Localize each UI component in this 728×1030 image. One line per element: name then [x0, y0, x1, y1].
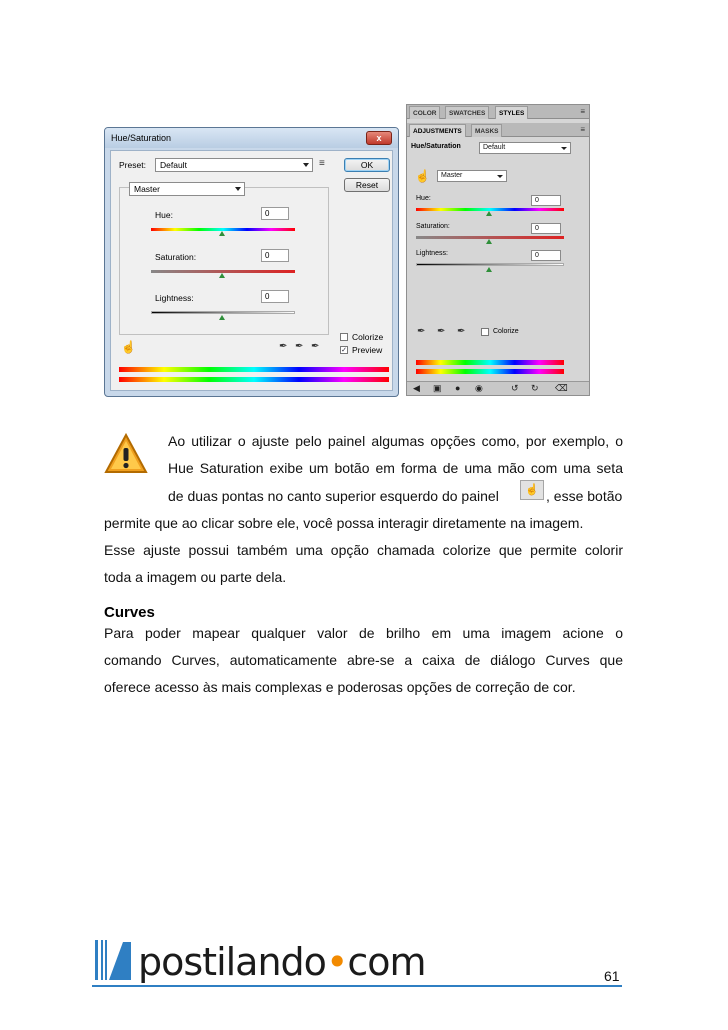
page-number: 61	[604, 968, 620, 984]
eyedropper-icon[interactable]: ✒	[417, 326, 426, 337]
paragraph-1-line-4: permite que ao clicar sobre ele, você possa interagir diretamente na imagem.	[104, 515, 584, 531]
eyedropper-minus-icon[interactable]: ✒	[457, 326, 466, 337]
reset-icon[interactable]: ↻	[531, 383, 539, 393]
panel-title: Hue/Saturation	[411, 143, 461, 150]
hue-slider-thumb[interactable]	[219, 231, 225, 236]
preview-label: Preview	[352, 345, 383, 355]
logo-mark	[95, 938, 135, 982]
panel-menu-icon[interactable]: ≡	[580, 125, 585, 134]
source-color-bar	[119, 367, 389, 372]
close-button[interactable]: x	[366, 131, 392, 145]
panel-tabs-second	[407, 123, 589, 137]
preview-checkbox[interactable]: ✓	[341, 347, 347, 354]
panel-footer	[407, 381, 589, 395]
saturation-slider-thumb[interactable]	[219, 273, 225, 278]
preset-label: Preset:	[119, 160, 146, 170]
eyedropper-minus-icon[interactable]: ✒	[311, 341, 320, 352]
chevron-down-icon	[497, 175, 503, 178]
panel-hue-thumb[interactable]	[486, 211, 492, 216]
paragraph-1-line-3b: , esse botão	[546, 488, 623, 504]
paragraph-3-line-3: oferece acesso às mais complexas e poderosas opções de correção de cor.	[104, 679, 576, 695]
eyedropper-icon[interactable]: ✒	[279, 341, 288, 352]
panel-preset-select[interactable]	[479, 142, 571, 154]
adjustments-panel	[406, 104, 590, 396]
panel-colorize-label: Colorize	[493, 328, 519, 335]
hand-adjust-icon[interactable]: ☝	[415, 169, 430, 183]
channel-select[interactable]	[129, 182, 245, 196]
dialog-body	[110, 150, 393, 391]
paragraph-1-line-3a: de duas pontas no canto superior esquerdo do painel	[168, 488, 499, 504]
chevron-down-icon	[303, 163, 309, 167]
panel-saturation-input[interactable]: 0	[531, 223, 561, 234]
panel-saturation-thumb[interactable]	[486, 239, 492, 244]
logo-dot: •	[325, 940, 348, 984]
lightness-label: Lightness:	[155, 293, 194, 303]
tab-adjustments[interactable]: ADJUSTMENTS	[409, 124, 466, 137]
footer-rule	[92, 985, 622, 987]
panel-lightness-label: Lightness:	[416, 250, 448, 257]
panel-preset-value: Default	[483, 144, 506, 151]
panel-menu-icon[interactable]: ≡	[580, 107, 585, 116]
panel-hue-input[interactable]: 0	[531, 195, 561, 206]
panel-source-bar	[416, 360, 564, 365]
saturation-input[interactable]: 0	[261, 249, 289, 262]
panel-result-bar	[416, 369, 564, 374]
panel-lightness-thumb[interactable]	[486, 267, 492, 272]
panel-colorize-checkbox[interactable]	[481, 328, 489, 336]
eyedropper-plus-icon[interactable]: ✒	[295, 341, 304, 352]
paragraph-2-line-1: Esse ajuste possui também uma opção chamada colorize que permite colorir	[104, 542, 623, 558]
hand-adjust-icon: ☝	[520, 480, 544, 500]
logo-text-left: postilando	[138, 940, 326, 984]
paragraph-3-line-2: comando Curves, automaticamente abre-se a caixa de diálogo Curves que	[104, 652, 623, 668]
colorize-label: Colorize	[352, 332, 384, 342]
logo-text-right: com	[347, 940, 426, 984]
panel-lightness-input[interactable]: 0	[531, 250, 561, 261]
logo-text	[138, 940, 426, 984]
back-icon[interactable]: ◀	[413, 383, 420, 393]
panel-saturation-label: Saturation:	[416, 223, 450, 230]
lightness-slider-track[interactable]	[151, 311, 295, 314]
lightness-slider-thumb[interactable]	[219, 315, 225, 320]
paragraph-1-line-1: Ao utilizar o ajuste pelo painel algumas opções como, por exemplo, o	[168, 433, 623, 449]
paragraph-3-line-1: Para poder mapear qualquer valor de brilho em uma imagem acione o	[104, 625, 623, 641]
section-heading: Curves	[104, 604, 155, 621]
ok-button[interactable]: OK	[344, 158, 390, 172]
chevron-down-icon	[235, 187, 241, 191]
eye-icon[interactable]: ◉	[475, 383, 483, 393]
preset-select[interactable]	[155, 158, 313, 172]
paragraph-2-line-2: toda a imagem ou parte dela.	[104, 569, 287, 585]
panel-channel-value: Master	[441, 172, 463, 179]
channel-select-value: Master	[134, 184, 160, 194]
hue-saturation-dialog	[104, 127, 399, 397]
previous-state-icon[interactable]: ↺	[511, 383, 519, 393]
tab-styles[interactable]: STYLES	[495, 106, 528, 119]
warning-icon	[104, 432, 148, 476]
tab-swatches[interactable]: SWATCHES	[445, 106, 489, 119]
colorize-checkbox[interactable]	[340, 333, 348, 341]
tab-masks[interactable]: MASKS	[471, 124, 502, 137]
panel-channel-select[interactable]	[437, 170, 507, 182]
reset-button[interactable]: Reset	[344, 178, 390, 192]
saturation-label: Saturation:	[155, 252, 197, 262]
preset-select-value: Default	[160, 160, 187, 170]
hue-input[interactable]: 0	[261, 207, 289, 220]
hand-adjust-icon[interactable]: ☝	[121, 340, 136, 354]
panel-hue-label: Hue:	[416, 195, 431, 202]
hue-label: Hue:	[155, 210, 173, 220]
tab-color[interactable]: COLOR	[409, 106, 440, 119]
visibility-icon[interactable]: ●	[455, 383, 461, 393]
paragraph-1-line-2: Hue Saturation exibe um botão em forma de uma mão com uma seta	[168, 460, 623, 476]
clip-icon[interactable]: ▣	[433, 383, 442, 393]
preset-options-icon[interactable]: ≡	[319, 158, 325, 169]
dialog-title: Hue/Saturation	[105, 128, 398, 148]
chevron-down-icon	[561, 147, 567, 150]
lightness-input[interactable]: 0	[261, 290, 289, 303]
panel-lightness-slider[interactable]	[416, 263, 564, 266]
result-color-bar	[119, 377, 389, 382]
eyedropper-plus-icon[interactable]: ✒	[437, 326, 446, 337]
trash-icon[interactable]: ⌫	[555, 383, 568, 393]
panel-tabs-top	[407, 105, 589, 119]
